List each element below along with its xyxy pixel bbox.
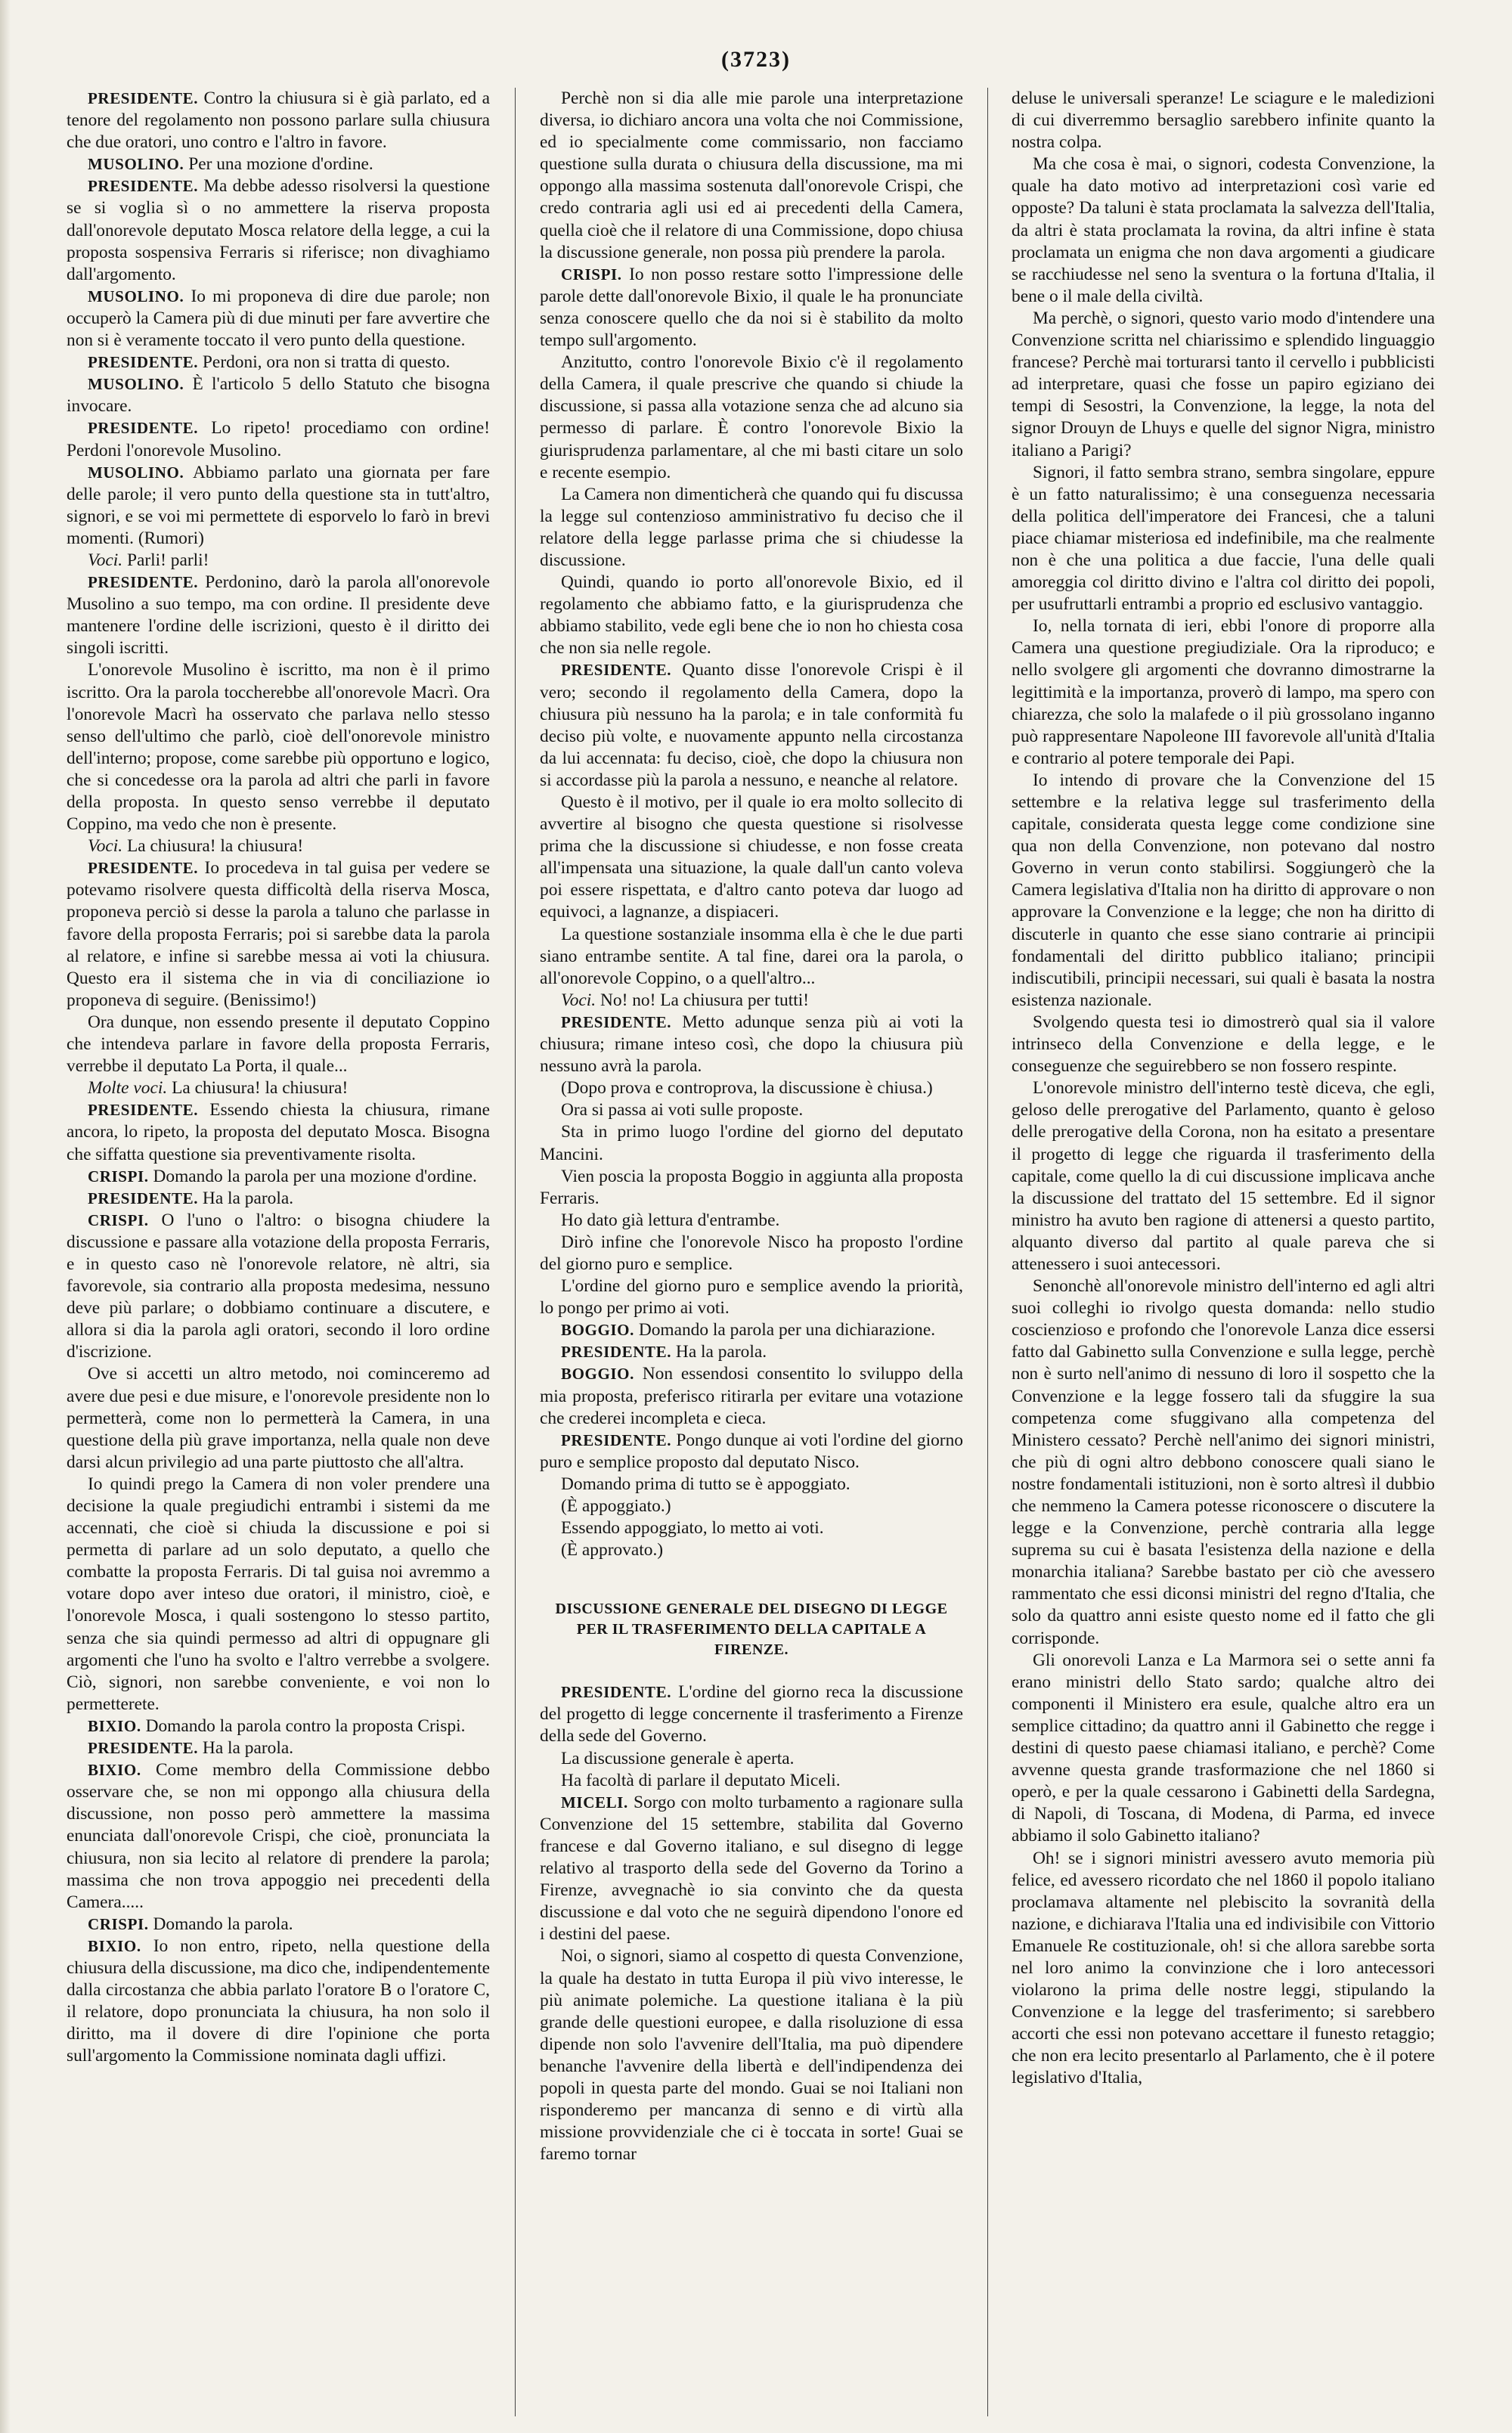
paragraph-text: Noi, o signori, siamo al cospetto di questa Convenzione, la quale ha destato in tutta Europa il più vivo interesse, le più animate polemiche. La questione italiana è la più grande delle questioni europee, e dalla risoluzione di essa dipende non solo l'avvenire dell'Italia, ma può dipendere benanche l'avvenire della libertà e dell'indipendenza dei popoli in questa parte del mondo. Guai se noi Italiani non risponderemo per mancanza di senno e di virtù alla missione provvidenziale che ci è toccata in sorte! Guai se faremo tornar [540, 1946, 963, 2165]
paragraph [540, 1341, 963, 1363]
paragraph-text: Gli onorevoli Lanza e La Marmora sei o sette anni fa erano ministri dello Stato sardo; qualche altro dei componenti il Ministero era esule, qualche altro era un semplice cittadino; da quattro anni il Gabinetto che regge i destini di questo paese chiamasi italiano, e perchè? Come avvenne questa grande trasformazione che nel 1860 si operò, e per la quale cessarono i Gabinetti della Sardegna, di Napoli, di Toscana, di Modena, di Parma, ed invece abbiamo il solo Gabinetto italiano? [1012, 1650, 1435, 1846]
speaker-name: PRESIDENTE. [561, 661, 672, 680]
voices-label: Voci. [88, 550, 123, 570]
paragraph [540, 1539, 963, 1561]
paragraph-text: Domando la parola per una mozione d'ordine. [153, 1166, 477, 1186]
paragraph-text: Svolgendo questa tesi io dimostrerò qual sia il valore intrinseco della Convenzione e della legge, e le conseguenze che seguirebbero se non fossero respinte. [1012, 1012, 1435, 1077]
paragraph [67, 1077, 490, 1099]
paragraph [540, 1681, 963, 1747]
paragraph-text: Oh! se i signori ministri avessero avuto memoria più felice, ed avessero ricordato che nel 1860 il popolo italiano proclamava altamente nel plebiscito la sovranità della nazione, e dichiarava l'Italia una ed indivisibile con Vittorio Emanuele Re costituzionale, oh! si che allora sarebbe sorta nel loro animo la convinzione che i loro antecessori violarono la prima delle nostre leggi, stipulando la Convenzione e la legge del trasferimento; si sarebbero accorti che essi non potevano accettare il funesto retaggio; che non era lecito presentarlo al Parlamento, che è il potere legislativo d'Italia, [1012, 1848, 1435, 2088]
paragraph-text: L'onorevole ministro dell'interno testè diceva, che egli, geloso delle prerogative del Parlamento, quanto è geloso delle prerogative della Corona, non ha esitato a presentare il progetto di legge che riguarda il trasferimento della capitale, come quello la di cui discussione implicava anche la discussione del trattato del 15 settembre. Ed il signor ministro ha avuto ben ragione di attenersi a questo partito, alquanto diverso dal partito al quale pareva che si attenessero i suoi antecessori. [1012, 1078, 1435, 1274]
speaker-name: PRESIDENTE. [88, 1739, 199, 1758]
paragraph [1012, 1012, 1435, 1077]
paragraph [540, 1099, 963, 1121]
paragraph-text: Ma debbe adesso risolversi la questione se si voglia sì o no ammettere la riserva proposta dall'onorevole deputato Mosca relatore della legge, a cui la proposta sospensiva Ferraris si riferisce; non divaghiamo dall'argomento. [67, 176, 490, 284]
paragraph-text: Questo è il motivo, per il quale io era molto sollecito di avvertire al bisogno che questa questione si risolvesse prima che la discussione si chiudesse, e non fosse creata all'impensata una situazione, la quale dall'un canto voleva poi essere rispettata, e d'altro canto poteva dar luogo ad equivoci, a lagnanze, a dispiaceri. [540, 792, 963, 922]
paragraph [67, 175, 490, 285]
paragraph [540, 924, 963, 990]
paragraph-text: Anzitutto, contro l'onorevole Bixio c'è il regolamento della Camera, il quale prescrive che quando si chiude la discussione, si passa alla votazione senza che ad alcuno sia permesso di parlare. È contro l'onorevole Bixio la giurisprudenza parlamentare, al che mi basti citare un solo e recente esempio. [540, 352, 963, 482]
paragraph [540, 792, 963, 924]
paragraph [1012, 88, 1435, 153]
column-rule-right [987, 88, 988, 2416]
paragraph-text: Quindi, quando io porto all'onorevole Bixio, ed il regolamento che abbiamo fatto, e la giurisprudenza che abbiamo stabilito, vede egli bene che io non ho chiesta cosa che non sia nelle regole. [540, 572, 963, 659]
paragraph [540, 1232, 963, 1275]
paragraph-text: Parli! parli! [126, 550, 209, 570]
column-1 [67, 88, 490, 2416]
paragraph-text: Lo ripeto! procediamo con ordine! Perdoni l'onorevole Musolino. [67, 418, 490, 460]
paragraph-text: (Dopo prova e controprova, la discussione è chiusa.) [561, 1078, 933, 1099]
speaker-name: PRESIDENTE. [88, 353, 199, 372]
paragraph-text: Domando la parola. [153, 1914, 293, 1934]
paragraph-text: Sorgo con molto turbamento a ragionare sulla Convenzione del 15 settembre, stabilita dal Governo francese e dal Governo italiano, e sul disegno di legge relativo al trasporto della sede del Governo da Torino a Firenze, avvegnachè io sia convinto che da questa discussione e dal voto che ne seguirà dipendono l'onore ed i destini del paese. [540, 1792, 963, 1945]
speaker-name: MICELI. [561, 1793, 628, 1812]
paragraph [540, 1770, 963, 1792]
page-number: (3723) [721, 47, 791, 72]
paragraph [540, 1430, 963, 1474]
paragraph [1012, 462, 1435, 616]
speaker-name: PRESIDENTE. [88, 1189, 199, 1207]
paragraph-text: Ora si passa ai voti sulle proposte. [561, 1100, 804, 1120]
paragraph-text: La chiusura! la chiusura! [172, 1078, 349, 1099]
paragraph [67, 417, 490, 461]
paragraph-text: L'ordine del giorno puro e semplice avendo la priorità, lo pongo per primo ai voti. [540, 1276, 963, 1319]
paragraph [540, 1474, 963, 1495]
paragraph [540, 572, 963, 659]
paragraph-text: Pongo dunque ai voti l'ordine del giorno puro e semplice proposto dal deputato Nisco. [540, 1430, 963, 1472]
paper-edge [0, 0, 11, 2433]
paragraph [67, 835, 490, 857]
paragraph-text: Ha la parola. [675, 1342, 767, 1362]
paragraph-text: La Camera non dimenticherà che quando qui fu discussa la legge sul contenzioso amministrativo fu deciso che il relatore della legge parlasse prima che si chiudesse la discussione. [540, 484, 963, 570]
speaker-name: MUSOLINO. [88, 287, 184, 305]
paragraph [67, 1363, 490, 1473]
paragraph-text: Domando la parola contro la proposta Crispi. [145, 1715, 466, 1736]
paragraph [540, 659, 963, 792]
speaker-name: PRESIDENTE. [561, 1430, 672, 1449]
paragraph [67, 1914, 490, 1936]
paragraph-text: O l'uno o l'altro: o bisogna chiudere la discussione e passare alla votazione della proposta Ferraris, e in questo caso nè l'onorevole relatore, nè altri, sia favorevole, sia contrario alla proposta medesima, nessuno deve più parlare; o dobbiamo continuare a discutere, e allora si dia la parola agli oratori, secondo il loro ordine d'iscrizione. [67, 1210, 490, 1362]
paragraph [67, 1166, 490, 1188]
paragraph-text: Perdoni, ora non si tratta di questo. [202, 352, 451, 373]
paragraph-text: Non essendosi consentito lo sviluppo della mia proposta, preferisco ritirarla per evitare una votazione che crederei incompleta e cieca. [540, 1364, 963, 1428]
paragraph [67, 462, 490, 550]
paragraph [1012, 1848, 1435, 2090]
paragraph [540, 1945, 963, 2165]
paragraph [67, 1012, 490, 1077]
paragraph [1012, 615, 1435, 770]
paragraph-text: Io mi proponeva di dire due parole; non occuperò la Camera più di due minuti per fare avvertire che non si è veramente toccato il vero punto della questione. [67, 286, 490, 351]
speaker-name: BIXIO. [88, 1716, 141, 1735]
paragraph-text: Metto adunque senza più ai voti la chiusura; rimane inteso così, che dopo la chiusura più nessuno avrà la parola. [540, 1012, 963, 1077]
paragraph-text: Ha la parola. [202, 1188, 294, 1208]
paragraph [67, 1099, 490, 1165]
speaker-name: MUSOLINO. [88, 155, 184, 174]
speaker-name: PRESIDENTE. [88, 573, 199, 592]
speaker-name: CRISPI. [88, 1210, 149, 1229]
paragraph [540, 264, 963, 352]
paragraph-text: Senonchè all'onorevole ministro dell'interno ed agli altri suoi colleghi io rivolgo questa domanda: nello studio coscienzioso e profondo che l'onorevole Lanza dice essersi fatto dal Gabinetto sulla Convenzione e sulla legge, perchè non è surto nell'animo di nessuno di loro il sospetto che la Convenzione e la legge fossero tali da sfuggire la sua competenza come sfuggivano alla competenza del Ministero cessato? Perchè nell'animo dei signori ministri, che più di ogni altro debbono conoscere quali siano le nostre fondamentali istituzioni, non è sorto altresì il dubbio che nemmeno la Camera potesse riconoscere o discutere la legge e la Convenzione, perchè contraria alla legge suprema su cui è basata l'esistenza della nazione e della monarchia italiana? Sarebbe bastato per ciò che avessero rammentato che essi diconsi ministri del regno d'Italia, che solo da quattro anni esiste questo nome ed il fatto che gli corrisponde. [1012, 1276, 1435, 1648]
speaker-name: PRESIDENTE. [88, 89, 199, 107]
paragraph [540, 352, 963, 484]
paragraph [67, 88, 490, 153]
paragraph [67, 373, 490, 417]
paragraph-text: Ora dunque, non essendo presente il deputato Coppino che intendeva parlare in favore della proposta Ferraris, verrebbe il deputato La Porta, il quale... [67, 1012, 490, 1077]
speaker-name: CRISPI. [88, 1914, 149, 1933]
speaker-name: BOGGIO. [561, 1321, 634, 1340]
paragraph-text: L'onorevole Musolino è iscritto, ma non è il primo iscritto. Ora la parola toccherebbe all'onorevole Macrì. Ora l'onorevole Macrì ha osservato che parlava nello stesso senso dell'ultimo che parlò, cioè dell'onorevole ministro dell'interno; propose, come sarebbe più opportuno e logico, che si concedesse ora la parola ad altri che parli in favore della proposta. In questo senso verrebbe il deputato Coppino, ma vedo che non è presente. [67, 660, 490, 835]
speaker-name: PRESIDENTE. [561, 1343, 672, 1362]
section-heading: DISCUSSIONE GENERALE DEL DISEGNO DI LEGGE PER IL TRASFERIMENTO DELLA CAPITALE A FIRENZE. [555, 1601, 948, 1659]
paragraph [1012, 1077, 1435, 1275]
speaker-name: CRISPI. [561, 265, 622, 284]
speaker-name: PRESIDENTE. [88, 1101, 199, 1120]
paragraph-text: Perdonino, darò la parola all'onorevole Musolino a suo tempo, ma con ordine. Il presidente deve mantenere l'ordine delle iscrizioni, questo è il diritto dei singoli iscritti. [67, 572, 490, 659]
paragraph [67, 572, 490, 659]
paragraph-text: La questione sostanziale insomma ella è che le due parti siano entrambe sentite. A tal fine, darei ora la parola, o all'onorevole Coppino, o a quell'altro... [540, 924, 963, 988]
paragraph [540, 1210, 963, 1232]
voices-label: Voci. [88, 836, 123, 857]
paragraph [540, 88, 963, 264]
speaker-name: BIXIO. [88, 1761, 141, 1780]
paragraph [540, 1319, 963, 1341]
speaker-name: PRESIDENTE. [88, 177, 199, 196]
paragraph-text: Ma che cosa è mai, o signori, codesta Convenzione, la quale ha dato motivo ad interpretazioni così varie ed opposte? Da taluni è stata proclamata la salvezza dell'Italia, da altri è stata proclamata la rovina, da altri infine è stata proclamata un enigma che non dava argomenti a giudicare se racchiudesse nel seno la sventura o la fortuna d'Italia, il bene o il male della civiltà. [1012, 154, 1435, 306]
paragraph [540, 1166, 963, 1210]
paragraph [1012, 308, 1435, 462]
paragraph-text: Come membro della Commissione debbo osservare che, se non mi oppongo alla chiusura della discussione, non posso però ammettere la massima enunciata dall'onorevole Crispi, che cioè, pronunciata la chiusura, non sia lecito al relatore di prendere la parola; massima che non trova appoggio nei precedenti della Camera..... [67, 1760, 490, 1912]
paragraph-text: Ma perchè, o signori, questo vario modo d'intendere una Convenzione scritta nel chiarissimo e splendido linguaggio francese? Perchè mai torturarsi tanto il cervello i pubblicisti ad interpretare, quasi che fosse un papiro egiziano dei tempi di Sesostri, la Convenzione, la legge, la nota del signor Drouyn de Lhuys e quelle del signor Nigra, ministro italiano a Parigi? [1012, 308, 1435, 460]
voices-label: Voci. [561, 990, 596, 1010]
column-rule-left [515, 88, 516, 2416]
paragraph [67, 352, 490, 373]
paragraph-text: Essendo chiesta la chiusura, rimane ancora, lo ripeto, la proposta del deputato Mosca. Bisogna che siffatta questione sia preventivamente risolta. [67, 1100, 490, 1164]
paragraph-text: Per una mozione d'ordine. [188, 154, 373, 175]
paragraph-text: Quanto disse l'onorevole Crispi è il vero; secondo il regolamento della Camera, dopo la chiusura più nessuno ha la parola; e in tale conformità fu deciso più volte, e nuovamente appunto nella circostanza da lui accennata: fu deciso, cioè, che dopo la chiusura non si accordasse più la parola a nessuno, e neanche al relatore. [540, 660, 963, 790]
paragraph [67, 1936, 490, 2068]
paragraph [67, 153, 490, 175]
paragraph [540, 1517, 963, 1539]
paragraph [67, 1210, 490, 1364]
paragraph-text: (È appoggiato.) [561, 1496, 671, 1516]
paragraph [540, 1748, 963, 1770]
paragraph-text: No! no! La chiusura per tutti! [600, 990, 810, 1010]
paragraph-text: Vien poscia la proposta Boggio in aggiunta alla proposta Ferraris. [540, 1166, 963, 1208]
paragraph [67, 286, 490, 352]
paragraph-text: La chiusura! la chiusura! [126, 836, 304, 857]
paragraph-text: Ha la parola. [202, 1738, 294, 1759]
speaker-name: BIXIO. [88, 1936, 141, 1955]
paragraph [1012, 153, 1435, 308]
voices-label: Molte voci. [88, 1078, 168, 1099]
paragraph-text: Domando prima di tutto se è appoggiato. [561, 1474, 850, 1494]
paragraph [540, 1275, 963, 1319]
paragraph [67, 1474, 490, 1715]
paragraph [67, 1715, 490, 1737]
paragraph [67, 1188, 490, 1210]
speaker-name: MUSOLINO. [88, 375, 184, 394]
paragraph-text: deluse le universali speranze! Le sciagure e le maledizioni di cui diverremmo bersaglio sarebbero infinite quanto la nostra colpa. [1012, 88, 1435, 153]
paragraph-text: Io quindi prego la Camera di non voler prendere una decisione la quale pregiudichi entrambi i sistemi da me accennati, che cioè si chiuda la discussione e poi si permetta di parlare ad un solo deputato, a quello che combatte la proposta Ferraris. Di tal guisa noi avremmo a votare dopo aver inteso due oratori, il ministro, cioè, e l'onorevole Mosca, i quali sostengono lo stesso partito, senza che sia quindi permesso ad altri di oppugnare gli argomenti che l'uno ha svolto e l'altro verrebbe a svolgere. Ciò, signori, non sarebbe conveniente, e voi non lo permetterete. [67, 1474, 490, 1714]
paragraph-text: Domando la parola per una dichiarazione. [638, 1320, 936, 1340]
paragraph [540, 1495, 963, 1517]
paragraph [1012, 1275, 1435, 1650]
paragraph-text: Ove si accetti un altro metodo, noi cominceremo ad avere due pesi e due misure, e l'onorevole presidente non lo permetterà, come non lo permetterà la Camera, in una questione della più grave importanza, nella quale non deve darsi alcun privilegio ad una parte piuttosto che all'altra. [67, 1364, 490, 1472]
paragraph-text: Ha facoltà di parlare il deputato Miceli. [561, 1770, 841, 1790]
paragraph-text: Contro la chiusura si è già parlato, ed a tenore del regolamento non possono parlare sulla chiusura che due oratori, uno contro e l'altro in favore. [67, 88, 490, 153]
paragraph-text: Io intendo di provare che la Convenzione del 15 settembre e la relativa legge sul trasferimento della capitale, considerata questa legge come condizione sine qua non della Convenzione, non potevano dal nostro Governo in verun conto stabilirsi. Soggiungerò che la Camera legislativa d'Italia non ha diritto di approvare o non approvare la Convenzione e la legge; che non ha diritto di discuterle in quanto che esse siano contrarie ai principii fondamentali del diritto pubblico italiano; principii indiscutibili, principii necessari, sui quali è basata la nostra esistenza nazionale. [1012, 770, 1435, 1010]
paragraph [540, 1121, 963, 1165]
paragraph-text: Io non posso restare sotto l'impressione delle parole dette dall'onorevole Bixio, il quale le ha pronunciate senza conoscere quello che da noi si è stabilito da molto tempo sull'argomento. [540, 264, 963, 351]
paragraph-text: Essendo appoggiato, lo metto ai voti. [561, 1518, 824, 1539]
paragraph [67, 659, 490, 835]
paragraph-text: Io procedeva in tal guisa per vedere se potevamo risolvere questa difficoltà della riserva Mosca, proponeva perciò si desse la parola a taluno che parlasse in favore della proposta Ferraris; poi si sarebbe data la parola al relatore, e infine si sarebbe messa ai voti la chiusura. Questo era il sistema che in via di conciliazione io proponeva di seguire. (Benissimo!) [67, 858, 490, 1010]
paragraph [67, 550, 490, 572]
paragraph-text: Sta in primo luogo l'ordine del giorno del deputato Mancini. [540, 1122, 963, 1164]
paragraph [1012, 770, 1435, 1012]
speaker-name: PRESIDENTE. [561, 1683, 672, 1702]
paragraph-text: (È approvato.) [561, 1540, 664, 1561]
paragraph [540, 1792, 963, 1946]
paragraph-text: Io non entro, ripeto, nella questione della chiusura della discussione, ma dico che, indipendentemente dalla circostanza che abbia parlato l'oratore B o l'oratore C, il relatore, dopo pronunciata la chiusura, ha non solo il diritto, ma il dovere di dire l'opinione che porta sull'argomento la Commissione nominata dagli uffizi. [67, 1936, 490, 2066]
paragraph [67, 857, 490, 1012]
column-2 [540, 88, 963, 2416]
paragraph [540, 1077, 963, 1099]
paragraph-text: Io, nella tornata di ieri, ebbi l'onore di proporre alla Camera una questione pregiudiziale. Ora la riproduco; e nello svolgere gli argomenti che dovranno dimostrarne la legittimità e la importanza, proverò di lampo, ma spero con chiarezza, che solo la malafede o il più grossolano inganno può rappresentare Napoleone III favorevole all'unità d'Italia e contrario al potere temporale dei Papi. [1012, 616, 1435, 768]
speaker-name: CRISPI. [88, 1167, 149, 1186]
column-3 [1012, 88, 1435, 2416]
speaker-name: MUSOLINO. [88, 463, 184, 482]
paragraph-text: Dirò infine che l'onorevole Nisco ha proposto l'ordine del giorno puro e semplice. [540, 1232, 963, 1274]
speaker-name: BOGGIO. [561, 1365, 634, 1384]
paragraph [540, 990, 963, 1012]
speaker-name: PRESIDENTE. [88, 419, 199, 438]
speaker-name: PRESIDENTE. [88, 859, 199, 878]
paragraph [1012, 1650, 1435, 1848]
paragraph-text: È l'articolo 5 dello Statuto che bisogna invocare. [67, 374, 490, 417]
paragraph-text: Abbiamo parlato una giornata per fare delle parole; il vero punto della questione sta in tutt'altro, signori, e se voi mi permettete di esporvelo lo farò in brevi momenti. (Rumori) [67, 462, 490, 548]
paragraph-text: La discussione generale è aperta. [561, 1748, 795, 1768]
paragraph [540, 484, 963, 572]
paragraph-text: Signori, il fatto sembra strano, sembra singolare, eppure è un fatto naturalissimo; è una conseguenza necessaria della politica dell'imperatore dei Francesi, che a taluni piace chiamar misteriosa ed indefinibile, ma che realmente non è che una politica a due faccie, l'una delle quali amoreggia col diritto divino e l'altra col diritto dei popoli, per usufruttarli entrambi a proprio ed esclusivo vantaggio. [1012, 462, 1435, 615]
paragraph-text: Perchè non si dia alle mie parole una interpretazione diversa, io dichiaro ancora una volta che noi Commissione, ed io specialmente come commissario, non facciamo questione sulla durata o chiusura della discussione, ma mi oppongo alla massima sostenuta dall'onorevole Crispi, che credo contraria agli usi ed ai precedenti della Camera, quella cioè che il relatore di una Commissione, dopo chiusa la discussione generale, non possa più prendere la parola. [540, 88, 963, 262]
paragraph-text: L'ordine del giorno reca la discussione del progetto di legge concernente il trasferimento a Firenze della sede del Governo. [540, 1682, 963, 1746]
paragraph-text: Ho dato già lettura d'entrambe. [561, 1210, 780, 1230]
paragraph [67, 1737, 490, 1759]
paragraph [540, 1363, 963, 1429]
paragraph [67, 1759, 490, 1914]
speaker-name: PRESIDENTE. [561, 1012, 672, 1031]
paragraph [540, 1012, 963, 1077]
